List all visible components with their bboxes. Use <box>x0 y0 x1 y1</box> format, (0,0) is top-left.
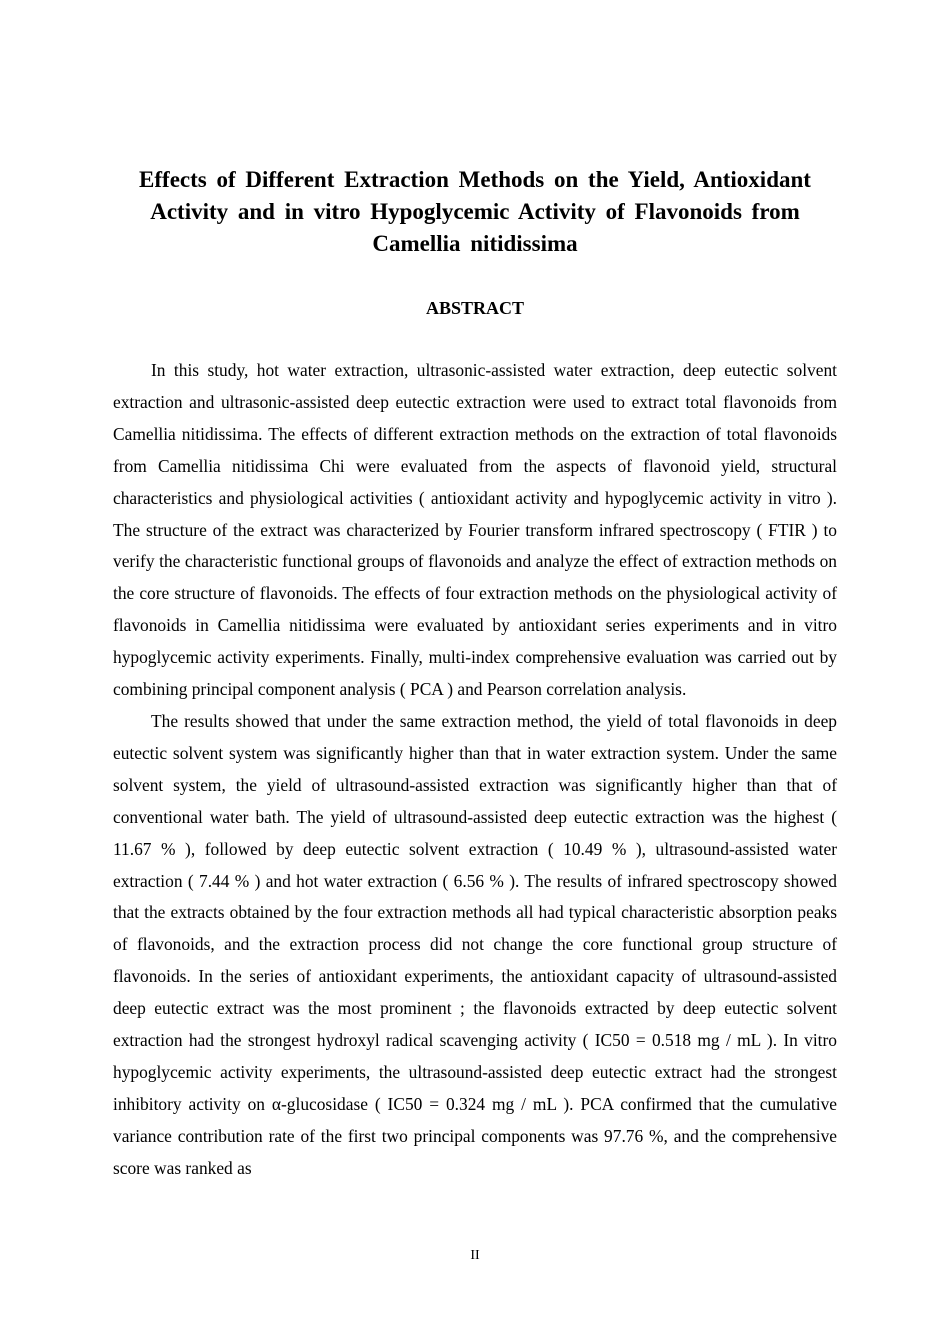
paper-title: Effects of Different Extraction Methods on the Yield, Antioxidant Activity and in vitro Hypoglycemic Activity of Flavonoids from Camellia nitidissima <box>139 167 811 256</box>
abstract-paragraph-1: In this study, hot water extraction, ultrasonic-assisted water extraction, deep eutectic solvent extraction and ultrasonic-assisted deep eutectic extraction were used to extract total flavonoids from Camellia nitidissima. The effects of different extraction methods on the extraction of total flavonoids from Camellia nitidissima Chi were evaluated from the aspects of flavonoid yield, structural characteristics and physiological activities ( antioxidant activity and hypoglycemic activity in vitro ). The structure of the extract was characterized by Fourier transform infrared spectroscopy ( FTIR ) to verify the characteristic functional groups of flavonoids and analyze the effect of extraction methods on the core structure of flavonoids. The effects of four extraction methods on the physiological activity of flavonoids in Camellia nitidissima were evaluated by antioxidant series experiments and in vitro hypoglycemic activity experiments. Finally, multi-index comprehensive evaluation was carried out by combining principal component analysis ( PCA ) and Pearson correlation analysis. <box>113 360 837 700</box>
abstract-heading: ABSTRACT <box>425 298 525 318</box>
abstract-paragraph-2: The results showed that under the same extraction method, the yield of total flavonoids in deep eutectic solvent system was significantly higher than that in water extraction system. Under the same solvent system, the yield of ultrasound-assisted extraction was significantly higher than that of conventional water bath. The yield of ultrasound-assisted deep eutectic extraction was the highest ( 11.67 % ), followed by deep eutectic solvent extraction ( 10.49 % ), ultrasound-assisted water extraction ( 7.44 % ) and hot water extraction ( 6.56 % ). The results of infrared spectroscopy showed that the extracts obtained by the four extraction methods all had typical characteristic absorption peaks of flavonoids, and the extraction process did not change the core functional group structure of flavonoids. In the series of antioxidant experiments, the antioxidant capacity of ultrasound-assisted deep eutectic extract was the most prominent ; the flavonoids extracted by deep eutectic solvent extraction had the strongest hydroxyl radical scavenging activity ( IC50 = 0.518 mg / mL ). In vitro hypoglycemic activity experiments, the ultrasound-assisted deep eutectic extract had the strongest inhibitory activity on α-glucosidase ( IC50 = 0.324 mg / mL ). PCA confirmed that the cumulative variance contribution rate of the first two principal components was 97.76 %, and the comprehensive score was ranked as <box>113 710 837 1178</box>
abstract-body <box>113 355 837 1185</box>
page-number: II <box>470 1248 480 1263</box>
